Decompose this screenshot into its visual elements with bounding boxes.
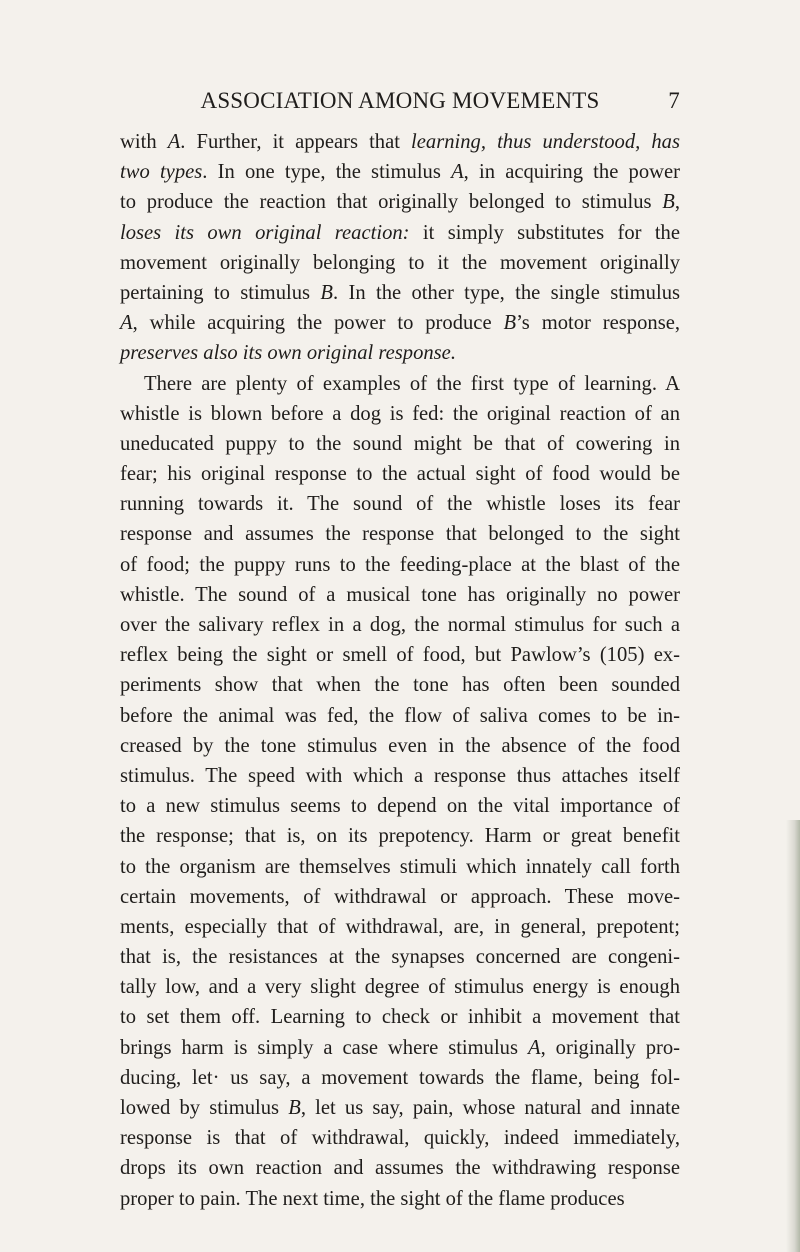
text-run: response is that of withdrawal, quickly, indeed immediately, bbox=[120, 1127, 680, 1150]
text-run: periments show that when the tone has often been sounded bbox=[120, 674, 680, 697]
text-run: , let us say, pain, whose natural and innate bbox=[300, 1097, 680, 1119]
text-run: ducing, let· us say, a movement towards the flame, being fol- bbox=[120, 1066, 680, 1089]
text-line bbox=[120, 218, 680, 248]
text-line bbox=[120, 761, 680, 791]
page-number: 7 bbox=[668, 88, 680, 113]
text-run: to set them off. Learning to check or inhibit a movement that bbox=[120, 1006, 680, 1029]
text-line bbox=[120, 640, 680, 670]
text-line bbox=[120, 731, 680, 761]
text-run: proper to pain. The next time, the sight of the flame produces bbox=[120, 1187, 625, 1210]
text-line bbox=[120, 791, 680, 821]
text-line bbox=[120, 1002, 680, 1032]
text-run: , bbox=[674, 191, 680, 214]
text-line bbox=[120, 248, 680, 278]
text-line bbox=[120, 912, 680, 942]
text-run: to a new stimulus seems to depend on the vital importance of bbox=[120, 795, 680, 818]
text-run: over the salivary reflex in a dog, the normal stimulus for such a bbox=[120, 614, 680, 636]
text-run: movement originally belonging to it the movement originally bbox=[120, 251, 680, 274]
text-line bbox=[120, 429, 680, 459]
text-run: reflex being the sight or smell of food, but Pawlow’s (105) ex- bbox=[120, 644, 680, 667]
text-run: with bbox=[120, 131, 168, 153]
text-run: ’s motor response, bbox=[516, 312, 680, 335]
text-run: it simply substitutes for the bbox=[409, 221, 680, 244]
text-run: . In one type, the stimulus bbox=[202, 161, 452, 184]
text-run: lowed by stimulus bbox=[120, 1097, 289, 1119]
text-run: running towards it. The sound of the whistle loses its fear bbox=[120, 493, 680, 516]
text-line bbox=[120, 157, 680, 187]
page-header bbox=[120, 88, 680, 118]
italic-run: A bbox=[527, 1036, 541, 1059]
text-line bbox=[120, 187, 680, 217]
text-line bbox=[120, 580, 680, 610]
text-line bbox=[120, 821, 680, 851]
text-run: whistle. The sound of a musical tone has originally no power bbox=[120, 583, 680, 606]
text-run: There are plenty of examples of the first type of learning. A bbox=[144, 372, 680, 395]
text-run: the response; that is, on its prepotency. Harm or great benefit bbox=[120, 825, 680, 848]
text-line bbox=[120, 308, 680, 338]
text-run: creased by the tone stimulus even in the absence of the food bbox=[120, 734, 680, 757]
text-run: . In the other type, the single stimulus bbox=[332, 281, 681, 304]
text-line bbox=[120, 519, 680, 549]
text-run: . Further, it appears that bbox=[180, 131, 412, 153]
text-line bbox=[120, 550, 680, 580]
text-run: brings harm is simply a case where stimulus bbox=[120, 1036, 528, 1059]
text-line bbox=[120, 670, 680, 700]
text-line bbox=[120, 942, 680, 972]
text-run: whistle is blown before a dog is fed: the original reaction of an bbox=[120, 402, 680, 425]
text-line bbox=[120, 1063, 680, 1093]
text-run: stimulus. The speed with which a response thus attaches itself bbox=[120, 764, 680, 787]
text-run: fear; his original response to the actual sight of food would be bbox=[120, 463, 680, 486]
text-run: to the organism are themselves stimuli which innately call forth bbox=[120, 855, 680, 878]
text-run: response and assumes the response that belonged to the sight bbox=[120, 523, 680, 546]
italic-run: loses its own original reaction: bbox=[120, 221, 410, 244]
text-line bbox=[120, 1093, 680, 1123]
running-head: ASSOCIATION AMONG MOVEMENTS bbox=[200, 88, 600, 113]
text-line bbox=[120, 1123, 680, 1153]
text-run: , originally pro- bbox=[540, 1036, 681, 1059]
text-line bbox=[120, 338, 680, 368]
italic-run: A bbox=[451, 161, 464, 184]
italic-run: B bbox=[320, 281, 333, 304]
text-line bbox=[120, 369, 680, 399]
italic-run: B bbox=[503, 312, 517, 335]
text-line bbox=[120, 1184, 680, 1214]
text-line bbox=[120, 127, 680, 157]
text-run: , in acquiring the power bbox=[463, 161, 681, 184]
text-run: to produce the reaction that originally belonged to stimulus bbox=[120, 191, 663, 214]
text-line bbox=[120, 1153, 680, 1183]
body-text bbox=[120, 127, 680, 1214]
italic-run: learning, thus understood, has bbox=[411, 131, 680, 153]
text-run: that is, the resistances at the synapses concerned are congeni- bbox=[120, 946, 680, 969]
text-run: tally low, and a very slight degree of stimulus energy is enough bbox=[120, 976, 680, 999]
italic-run: A bbox=[120, 312, 133, 335]
text-run: , while acquiring the power to produce bbox=[132, 312, 504, 335]
text-line bbox=[120, 701, 680, 731]
text-run: ments, especially that of withdrawal, are, in general, prepotent; bbox=[120, 915, 680, 938]
italic-run: B bbox=[662, 191, 675, 214]
text-run: drops its own reaction and assumes the withdrawing response bbox=[120, 1157, 680, 1180]
page-edge-shadow bbox=[786, 820, 800, 1252]
text-run: uneducated puppy to the sound might be that of cowering in bbox=[120, 432, 680, 455]
text-line bbox=[120, 399, 680, 429]
text-run: before the animal was fed, the flow of saliva comes to be in- bbox=[120, 704, 680, 727]
text-line bbox=[120, 852, 680, 882]
italic-run: B bbox=[288, 1097, 301, 1119]
italic-run: preserves also its own original response. bbox=[120, 342, 456, 365]
text-line bbox=[120, 489, 680, 519]
text-run: pertaining to stimulus bbox=[120, 281, 321, 304]
text-run: of food; the puppy runs to the feeding-place at the blast of the bbox=[120, 553, 680, 576]
text-line bbox=[120, 1033, 680, 1063]
text-line bbox=[120, 972, 680, 1002]
italic-run: two types bbox=[120, 161, 203, 184]
text-line bbox=[120, 278, 680, 308]
text-line bbox=[120, 459, 680, 489]
italic-run: A bbox=[167, 131, 181, 153]
text-run: certain movements, of withdrawal or approach. These move- bbox=[120, 885, 680, 908]
text-line bbox=[120, 610, 680, 640]
text-line bbox=[120, 882, 680, 912]
